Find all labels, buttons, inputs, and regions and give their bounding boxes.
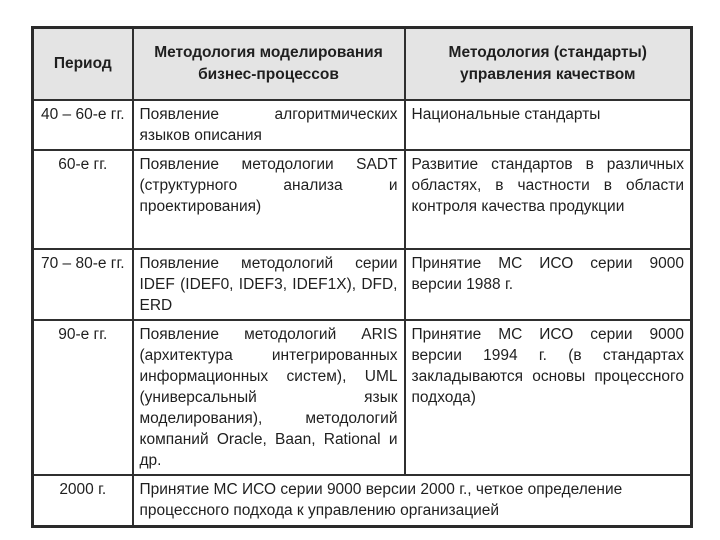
table-row (33, 475, 692, 526)
quality-methodology-cell: Принятие МС ИСО серии 9000 версии 1988 г. (405, 249, 692, 320)
period-cell: 2000 г. (33, 475, 133, 526)
period-cell: 40 – 60-е гг. (33, 100, 133, 150)
header-business-process-methodology: Методология моделирования бизнес-процессов (133, 28, 405, 101)
period-cell: 60-е гг. (33, 150, 133, 249)
quality-methodology-cell: Национальные стандарты (405, 100, 692, 150)
business-methodology-cell: Появление методологий серии IDEF (IDEF0, IDEF3, IDEF1X), DFD, ERD (133, 249, 405, 320)
table-row (33, 320, 692, 475)
period-cell: 90-е гг. (33, 320, 133, 475)
business-methodology-cell: Появление алгоритмических языков описания (133, 100, 405, 150)
header-quality-management-methodology: Методология (стандарты) управления качеством (405, 28, 692, 101)
table-row (33, 100, 692, 150)
quality-methodology-cell: Развитие стандартов в различных областях, в частности в области контроля качества продукции (405, 150, 692, 249)
quality-methodology-cell: Принятие МС ИСО серии 9000 версии 1994 г. (в стандартах закладываются основы процессного подхода) (405, 320, 692, 475)
business-methodology-cell: Появление методологии SADT (структурного анализа и проектирования) (133, 150, 405, 249)
table-row (33, 150, 692, 249)
business-methodology-cell: Появление методологий ARIS (архитектура интегрированных информационных систем), UML (универсальный язык моделирования), методологий компаний Oracle, Baan, Rational и др. (133, 320, 405, 475)
table-row (33, 249, 692, 320)
combined-methodology-cell: Принятие МС ИСО серии 9000 версии 2000 г., четкое определение процессного подхода к управлению организацией (133, 475, 692, 526)
period-cell: 70 – 80-е гг. (33, 249, 133, 320)
table-header-row (33, 28, 692, 101)
methodology-table (31, 26, 693, 528)
header-period: Период (33, 28, 133, 101)
